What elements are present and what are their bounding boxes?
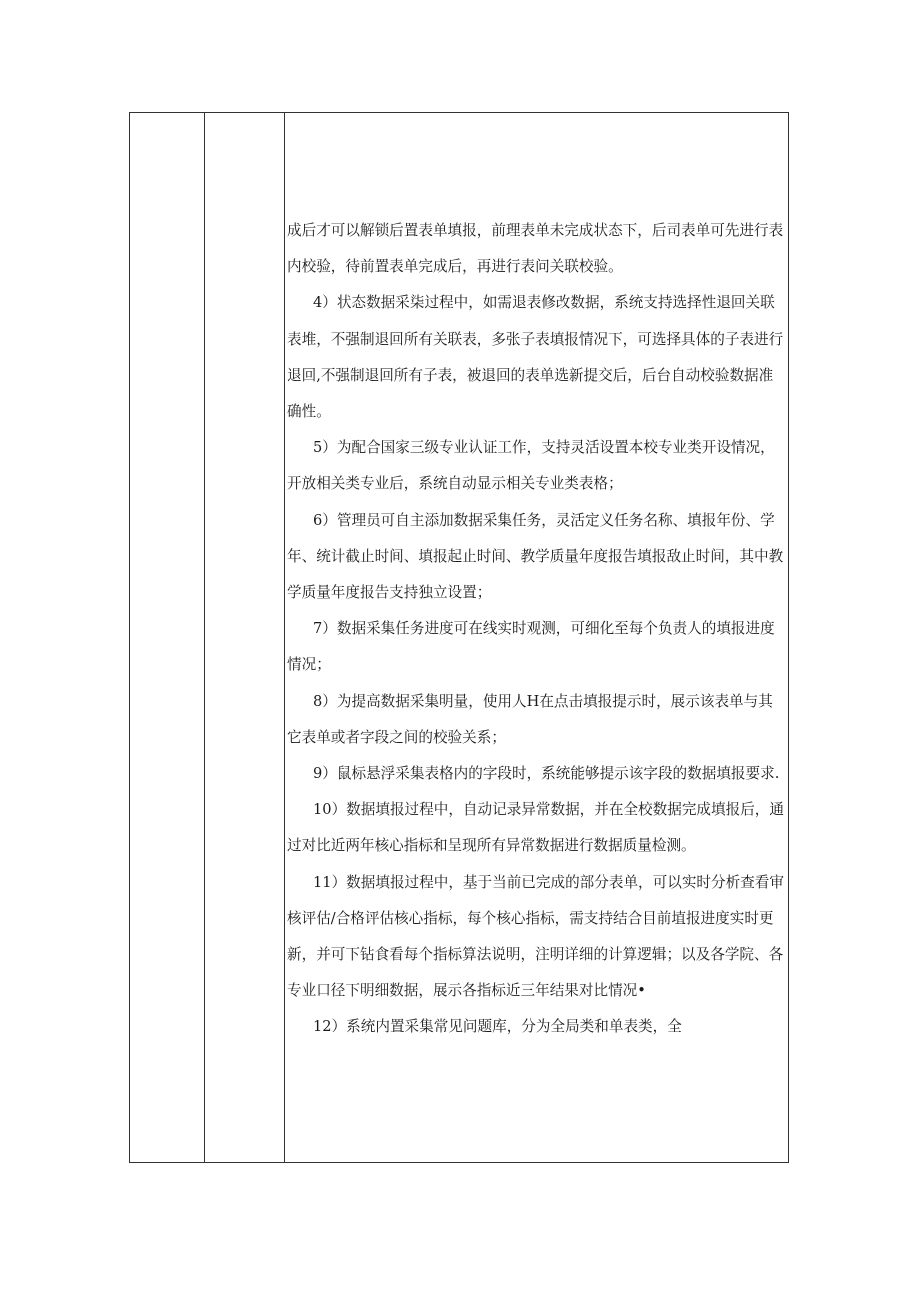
table-cell-content (285, 113, 788, 1162)
paragraph-continuation: 成后才可以解锁后置表单填报，前理表单未完成状态下，后司表单可先进行表内校验，待前置表单完成后，再进行表问关联校验。 (287, 222, 784, 276)
paragraph-item-6: 6）管理员可自主添加数据采集任务，灵活定义任务名称、填报年份、学年、统计截止时间、填报起止时间、教学质量年度报告填报敌止时间，其中教学质量年度报告支持独立设置； (287, 511, 784, 602)
requirements-table (129, 112, 789, 1163)
paragraph-item-4: 4）状态数据采柒过程中，如需退表修改数据，系统支持选择性退回关联表堆，不强制退回所有关联表，多张子表填报情况下，可选择具体的子表进行退回,不强制退回所有子表，被退回的表单选新提交后，后台自动校验数据准确性。 (287, 294, 784, 421)
requirements-text (287, 213, 786, 1046)
table-cell-col-1 (130, 113, 205, 1162)
paragraph-item-7: 7）数据采集任务进度可在线实时观测，可细化至每个负责人的填报进度情况； (287, 620, 775, 674)
paragraph-item-5: 5）为配合国家三级专业认证工作，支持灵活设置本校专业类开设情况，开放相关类专业后，系统自动显示相关专业类表格； (287, 439, 775, 493)
table-cell-col-2 (205, 113, 285, 1162)
paragraph-item-12: 12）系统内置采集常见问题库，分为全局类和单表类，全 (313, 1018, 682, 1036)
paragraph-item-8: 8）为提高数据采集明量，使用人H在点击填报提示时，展示该表单与其它表单或者字段之间的校验关系； (287, 692, 773, 746)
paragraph-item-11: 11）数据填报过程中，基于当前已完成的部分表单，可以实时分析查看审核评估/合格评估核心指标，每个核心指标，需支持结合目前埴报进度实时更新，并可下钻食看每个指标算法说明，注明详细的计算逻辑；以及各学院、各专业口径下明细数据，展示各指标近三年结果对比情况• (287, 873, 784, 1000)
paragraph-item-9: 9）鼠标悬浮采集表格内的字段时，系统能够提示该字段的数据填报要求. (313, 765, 780, 783)
paragraph-item-10: 10）数据填报过程中，自动记录异常数据，并在全校数据完成填报后，通过对比近两年核心指标和呈现所有异常数据进行数据质量检测。 (287, 801, 784, 855)
